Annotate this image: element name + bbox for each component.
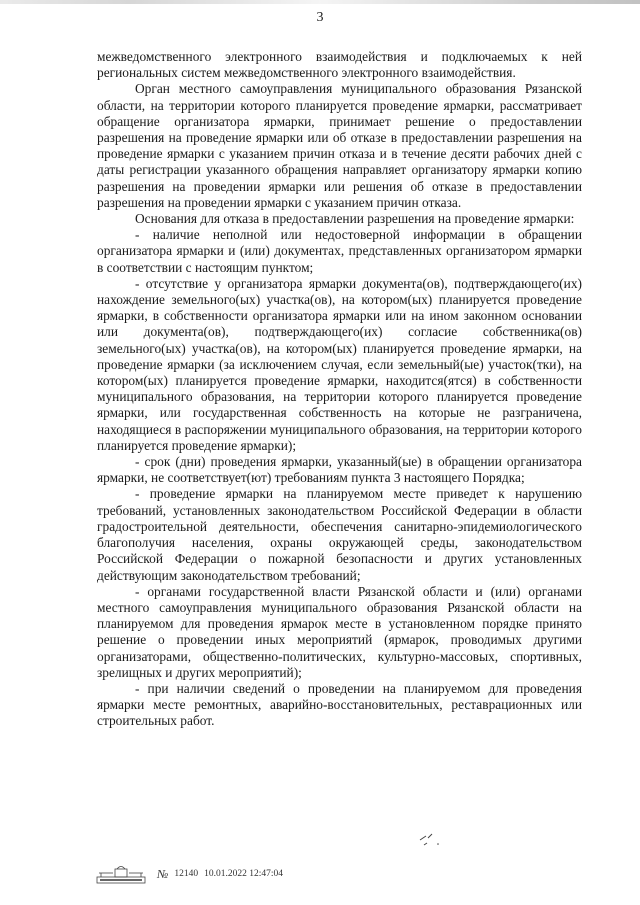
- list-item: - органами государственной власти Рязанской области и (или) органами местного самоуправления муниципального образования Рязанской области на планируемом для проведения ярмарок месте в установленном порядке принято решение о проведении иных мероприятий (ярмарок, проводимых другими организаторами, общественно-политических, культурно-массовых, спортивных, зрелищных и других мероприятий);: [97, 583, 582, 680]
- list-item: - проведение ярмарки на планируемом месте приведет к нарушению требований, установленных законодательством Российской Федерации в области градостроительной деятельности, обеспечения санитарно-эпидемиологического благополучия населения, охраны окружающей среды, законодательством Российской Федерации о пожарной безопасности и других установленных действующим законодательством требований;: [97, 486, 582, 583]
- registration-number: 12140: [174, 869, 199, 879]
- list-item: - при наличии сведений о проведении на планируемом для проведения ярмарки месте ремонтных, аварийно-восстановительных, реставрационных или строительных работ.: [97, 680, 582, 729]
- list-item: - отсутствие у организатора ярмарки документа(ов), подтверждающего(их) нахождение земельного(ых) участка(ов), на котором(ых) планируется проведение ярмарки, в собственности организатора ярмарки или на ином законном основании или документа(ов), подтверждающего(их) согласие собственника(ов) земельного(ых) участка(ов), на котором(ых) планируется проведение ярмарки, на проведение ярмарки (за исключением случая, если земельный(ые) участок(тки), на котором(ых) планируется проведение ярмарки, находится(ятся) в собственности муниципального образования, на территории которого планируется проведение ярмарки, или государственная собственность на которые не разграничена, находящиеся в распоряжении муниципального образования, на территории которого планируется проведение ярмарки);: [97, 275, 582, 453]
- paragraph: Орган местного самоуправления муниципального образования Рязанской области, на территории которого планируется проведение ярмарки, рассматривает обращение организатора ярмарки, принимает решение о предоставлении разрешения на проведение ярмарки или об отказе в предоставлении разрешения на проведение ярмарки с указанием причин отказа и в течение десяти рабочих дней с даты регистрации указанного обращения направляет организатору ярмарки копию разрешения на проведении ярмарки или решения об отказе в предоставлении разрешения на проведении ярмарки с указанием причин отказа.: [97, 81, 582, 210]
- paragraph: Основания для отказа в предоставлении разрешения на проведение ярмарки:: [135, 211, 575, 227]
- scan-edge: [0, 0, 640, 4]
- registration-datetime: 10.01.2022 12:47:04: [204, 869, 283, 879]
- list-item: - срок (дни) проведения ярмарки, указанный(ые) в обращении организатора ярмарки, не соответствует(ют) требованиям пункта 3 настоящего Порядка;: [97, 454, 582, 486]
- list-item: - наличие неполной или недостоверной информации в обращении организатора ярмарки и (или) документах, представленных организатором ярмарки в соответствии с настоящим пунктом;: [97, 227, 582, 275]
- pen-mark-icon: [418, 826, 444, 848]
- paragraph: межведомственного электронного взаимодействия и подключаемых к ней региональных систем межведомственного электронного взаимодействия.: [97, 49, 582, 81]
- document-body: [97, 49, 582, 730]
- building-logo-icon: [95, 863, 147, 885]
- registration-stamp: [157, 867, 283, 882]
- page-number: 3: [316, 10, 324, 25]
- number-sign: №: [157, 866, 169, 881]
- document-footer: [95, 862, 283, 886]
